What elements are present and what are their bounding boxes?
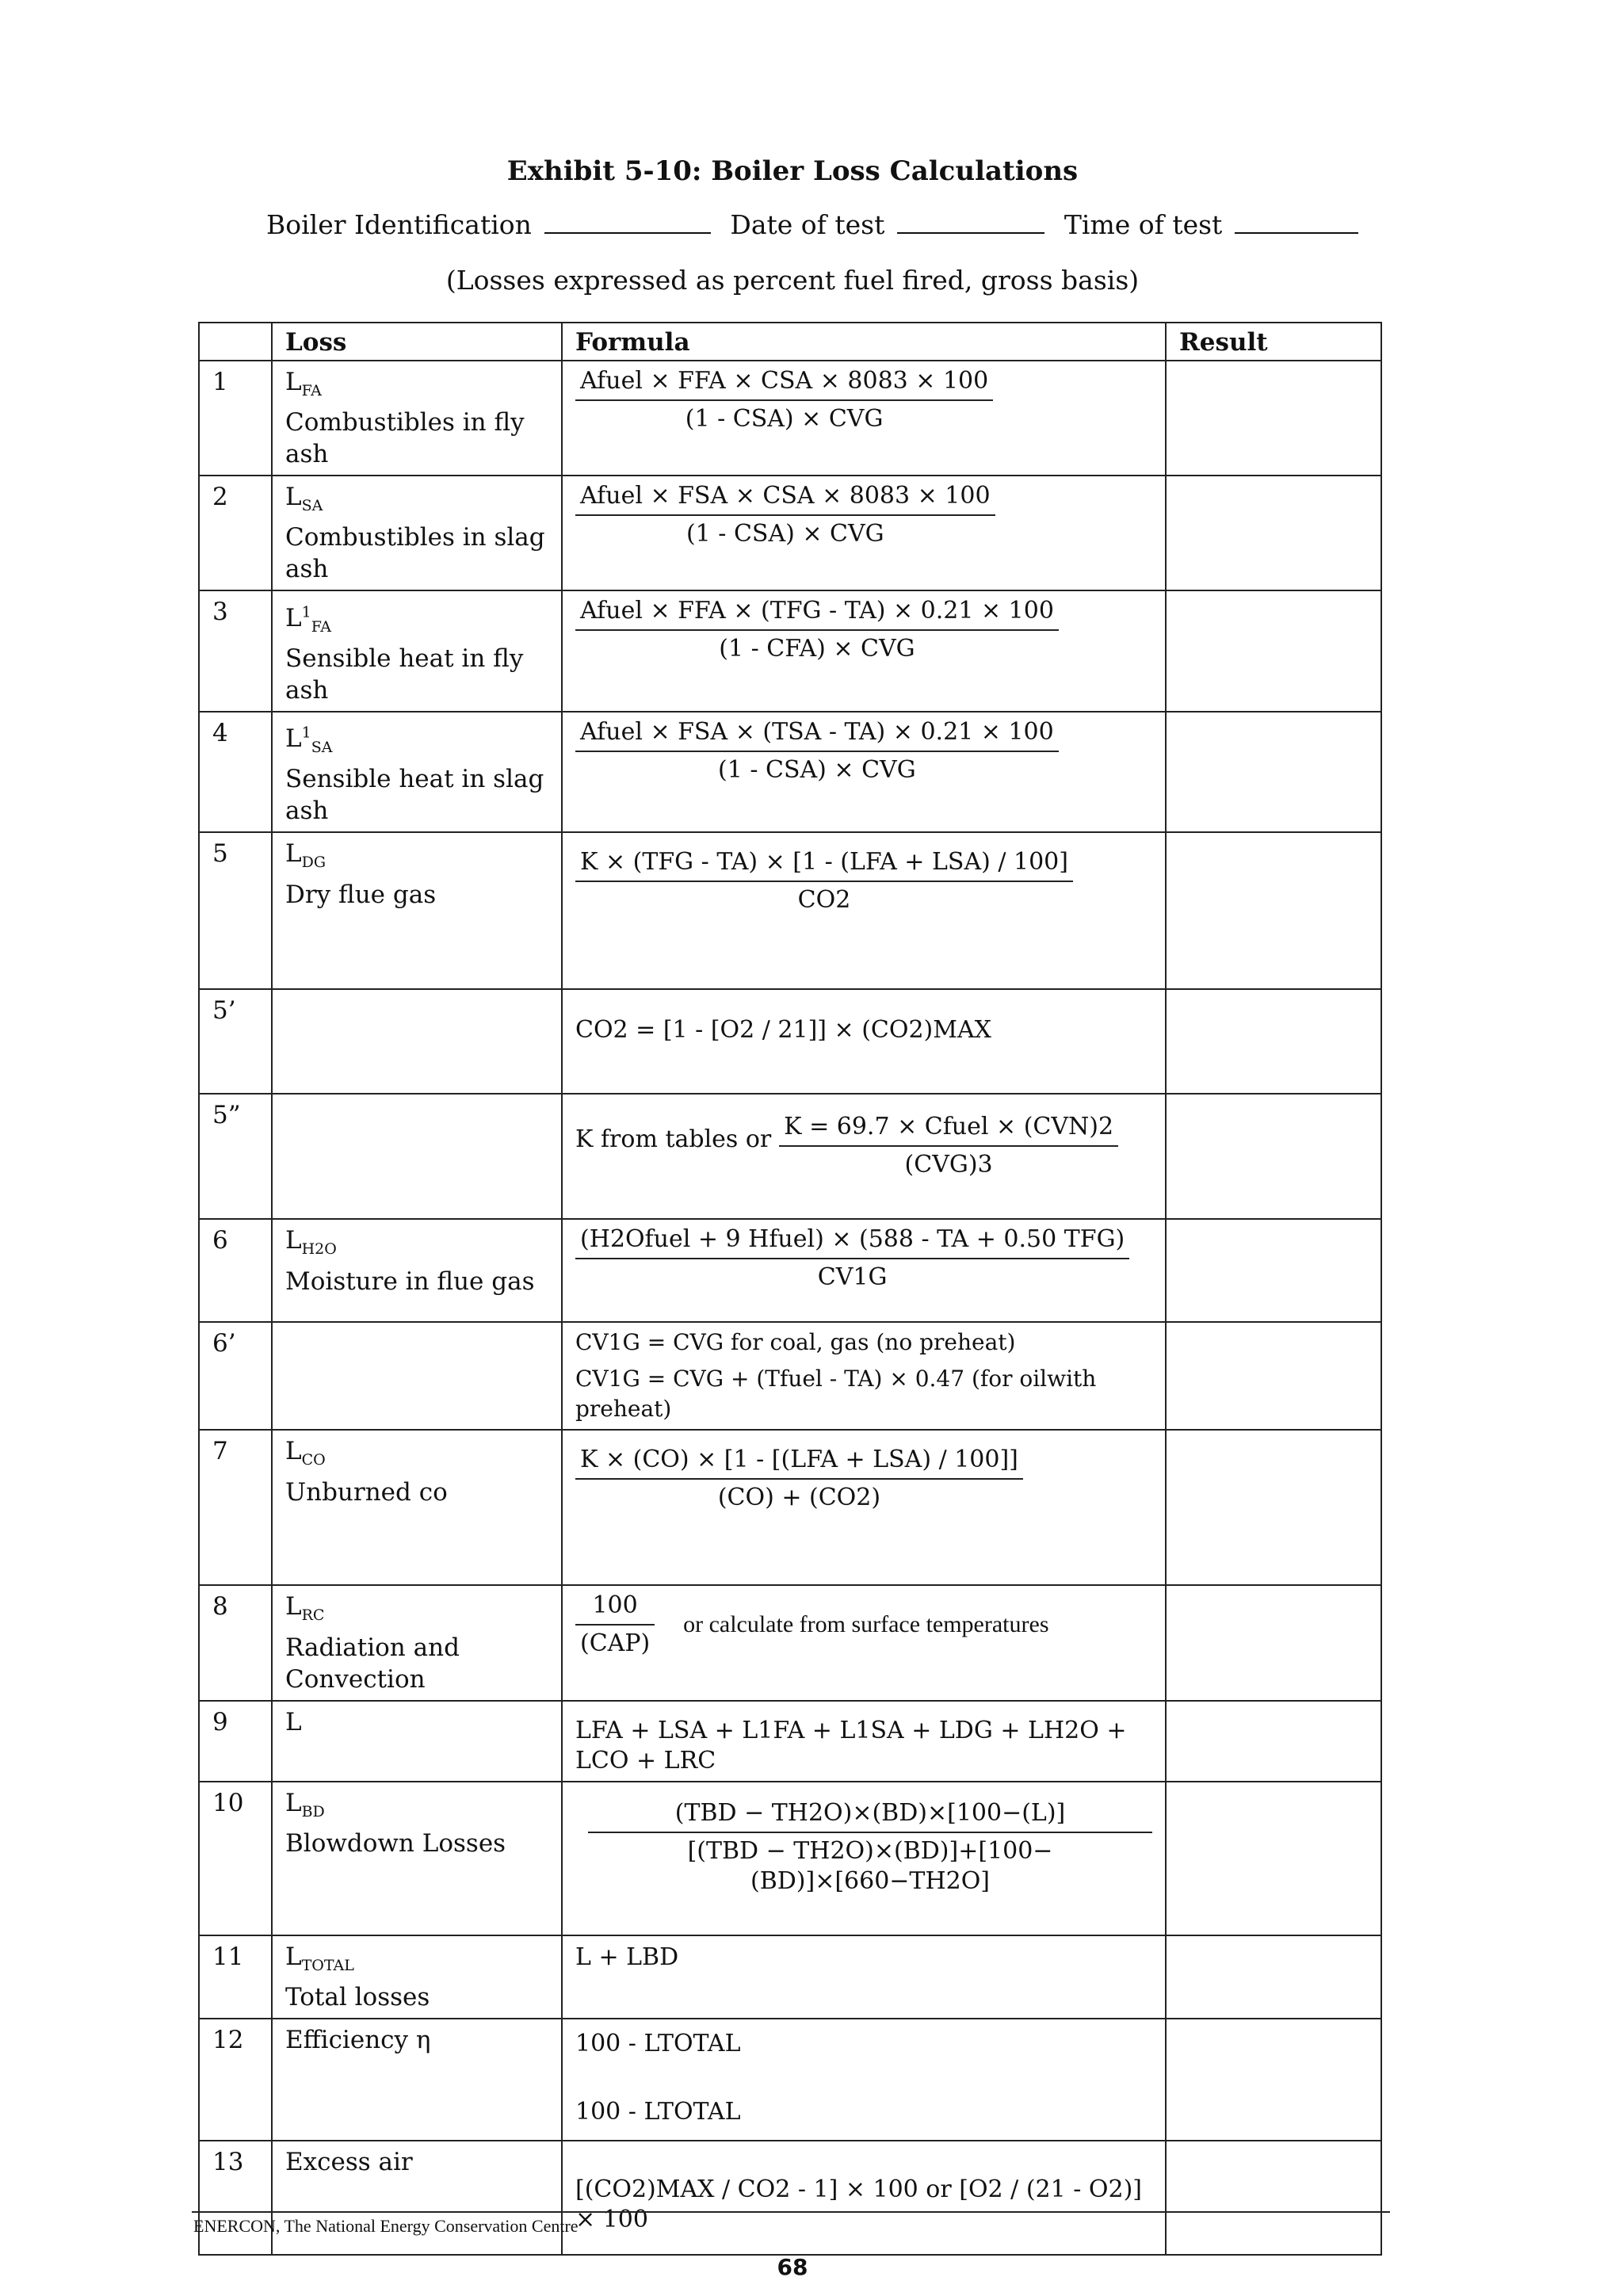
loss-description: Moisture in flue gas bbox=[285, 1266, 535, 1296]
loss-description: Total losses bbox=[285, 1982, 430, 2011]
formula-suffix: or calculate from surface temperatures bbox=[683, 1611, 1049, 1638]
result-cell[interactable] bbox=[1166, 1430, 1381, 1585]
formula-denominator: (1 - CSA) × CVG bbox=[718, 755, 916, 784]
formula-fraction bbox=[575, 366, 993, 434]
formula-fraction bbox=[575, 847, 1073, 915]
formula-denominator: CV1G bbox=[817, 1263, 888, 1292]
header-result: Result bbox=[1166, 323, 1381, 361]
table-row bbox=[199, 361, 1381, 476]
table-row bbox=[199, 1322, 1381, 1430]
loss-description: Blowdown Losses bbox=[285, 1828, 506, 1858]
result-cell[interactable] bbox=[1166, 1094, 1381, 1219]
loss-cell bbox=[272, 1322, 562, 1430]
row-number: 6 bbox=[199, 1219, 272, 1322]
formula-fraction bbox=[575, 1591, 655, 1659]
loss-symbol: L bbox=[285, 1707, 302, 1736]
formula-fraction bbox=[575, 1445, 1023, 1513]
result-cell[interactable] bbox=[1166, 1585, 1381, 1700]
loss-description: Unburned co bbox=[285, 1477, 448, 1507]
formula-prefix: K from tables or bbox=[575, 1125, 772, 1154]
formula-text: LFA + LSA + L1FA + L1SA + LDG + LH2O + LCO + LRC bbox=[575, 1716, 1127, 1775]
loss-cell bbox=[272, 1430, 562, 1585]
loss-cell bbox=[272, 1094, 562, 1219]
formula-fraction bbox=[575, 1224, 1129, 1293]
loss-description: Combustibles in slag ash bbox=[285, 523, 545, 584]
row-number: 9 bbox=[199, 1701, 272, 1782]
loss-symbol: $L_{RC}$ bbox=[285, 1592, 325, 1625]
table-row bbox=[199, 590, 1381, 712]
loss-cell bbox=[272, 712, 562, 833]
loss-cell bbox=[272, 1701, 562, 1782]
formula-line: CV1G = CVG for coal, gas (no preheat) bbox=[575, 1329, 1016, 1356]
formula-fraction bbox=[575, 481, 995, 549]
table-header-row bbox=[199, 323, 1381, 361]
loss-symbol: $L_{SA}$ bbox=[285, 483, 323, 515]
loss-symbol: $L_{DG}$ bbox=[285, 839, 327, 872]
table-row bbox=[199, 1094, 1381, 1219]
table-row bbox=[199, 476, 1381, 590]
row-number: 5’ bbox=[199, 989, 272, 1094]
formula-cell bbox=[562, 1322, 1166, 1430]
row-number: 13 bbox=[199, 2141, 272, 2255]
formula-numerator: Afuel × FFA × (TFG - TA) × 0.21 × 100 bbox=[575, 596, 1059, 631]
loss-symbol: $L_{BD}$ bbox=[285, 1788, 325, 1820]
formula-numerator: Afuel × FFA × CSA × 8083 × 100 bbox=[575, 366, 993, 401]
row-number: 5 bbox=[199, 832, 272, 989]
header-loss: Loss bbox=[272, 323, 562, 361]
loss-symbol: $L_{TOTAL}$ bbox=[285, 1942, 354, 1974]
formula-cell bbox=[562, 1219, 1166, 1322]
row-number: 3 bbox=[199, 590, 272, 712]
formula-fraction bbox=[779, 1112, 1118, 1180]
loss-symbol: Efficiency η bbox=[285, 2025, 431, 2054]
table-row bbox=[199, 2141, 1381, 2255]
loss-cell bbox=[272, 832, 562, 989]
formula-denominator: [(TBD − TH2O)×(BD)]+[100−(BD)]×[660−TH2O] bbox=[687, 1836, 1053, 1895]
loss-cell bbox=[272, 2019, 562, 2141]
formula-cell bbox=[562, 476, 1166, 590]
header-num bbox=[199, 323, 272, 361]
page-subtitle: (Losses expressed as percent fuel fired, gross basis) bbox=[445, 265, 1140, 296]
formula-cell bbox=[562, 1701, 1166, 1782]
formula-numerator: (H2Ofuel + 9 Hfuel) × (588 - TA + 0.50 TFG) bbox=[575, 1224, 1129, 1259]
formula-fraction bbox=[575, 717, 1059, 785]
loss-description: Combustibles in fly ash bbox=[285, 408, 525, 469]
result-cell[interactable] bbox=[1166, 2019, 1381, 2141]
date-label: Date of test bbox=[730, 209, 885, 240]
formula-numerator: (TBD − TH2O)×(BD)×[100−(L)] bbox=[588, 1798, 1152, 1833]
formula-cell bbox=[562, 1782, 1166, 1935]
formula-text: CO2 = [1 - [O2 / 21]] × (CO2)MAX bbox=[575, 1016, 991, 1045]
formula-line: 100 - LTOTAL bbox=[575, 2029, 741, 2057]
row-number: 11 bbox=[199, 1935, 272, 2019]
formula-numerator: K × (CO) × [1 - [(LFA + LSA) / 100]] bbox=[575, 1445, 1023, 1480]
result-cell[interactable] bbox=[1166, 476, 1381, 590]
formula-fraction bbox=[588, 1798, 1152, 1897]
test-info-line bbox=[266, 209, 1369, 240]
loss-symbol: $L_{CO}$ bbox=[285, 1437, 326, 1469]
result-cell[interactable] bbox=[1166, 2141, 1381, 2255]
page-title: Exhibit 5-10: Boiler Loss Calculations bbox=[506, 155, 1079, 187]
formula-cell bbox=[562, 1094, 1166, 1219]
row-number: 10 bbox=[199, 1782, 272, 1935]
table-row bbox=[199, 1585, 1381, 1700]
formula-text: [(CO2)MAX / CO2 - 1] × 100 or [O2 / (21 - O2)] × 100 bbox=[575, 2175, 1142, 2233]
formula-numerator: Afuel × FSA × (TSA - TA) × 0.21 × 100 bbox=[575, 717, 1059, 752]
result-cell[interactable] bbox=[1166, 590, 1381, 712]
result-cell[interactable] bbox=[1166, 1935, 1381, 2019]
formula-numerator: Afuel × FSA × CSA × 8083 × 100 bbox=[575, 481, 995, 516]
loss-symbol: $L^1_{FA}$ bbox=[285, 603, 331, 636]
result-cell[interactable] bbox=[1166, 989, 1381, 1094]
formula-denominator: (1 - CFA) × CVG bbox=[719, 635, 915, 663]
table-row bbox=[199, 712, 1381, 833]
loss-cell bbox=[272, 590, 562, 712]
formula-denominator: (CVG)3 bbox=[904, 1151, 993, 1179]
loss-cell bbox=[272, 1219, 562, 1322]
loss-description: Radiation and Convection bbox=[285, 1633, 460, 1694]
formula-cell bbox=[562, 1430, 1166, 1585]
formula-cell bbox=[562, 989, 1166, 1094]
formula-text: L + LBD bbox=[575, 1943, 679, 1971]
table-row bbox=[199, 2019, 1381, 2141]
formula-numerator: 100 bbox=[575, 1591, 655, 1626]
formula-cell bbox=[562, 590, 1166, 712]
formula-denominator: (CO) + (CO2) bbox=[717, 1484, 881, 1512]
table-row bbox=[199, 1782, 1381, 1935]
loss-symbol: $L_{FA}$ bbox=[285, 368, 322, 400]
row-number: 1 bbox=[199, 361, 272, 476]
result-cell[interactable] bbox=[1166, 1219, 1381, 1322]
formula-cell bbox=[562, 2019, 1166, 2141]
formula-cell bbox=[562, 2141, 1166, 2255]
result-cell[interactable] bbox=[1166, 832, 1381, 989]
loss-cell bbox=[272, 476, 562, 590]
formula-cell bbox=[562, 1585, 1166, 1700]
formula-numerator: K = 69.7 × Cfuel × (CVN)2 bbox=[779, 1112, 1118, 1147]
time-blank[interactable] bbox=[1235, 231, 1358, 234]
formula-fraction bbox=[575, 596, 1059, 664]
loss-cell bbox=[272, 989, 562, 1094]
table-row bbox=[199, 1430, 1381, 1585]
formula-cell bbox=[562, 832, 1166, 989]
result-cell[interactable] bbox=[1166, 1782, 1381, 1935]
formula-denominator: (1 - CSA) × CVG bbox=[685, 405, 884, 433]
loss-symbol: $L_{H2O}$ bbox=[285, 1226, 337, 1259]
row-number: 8 bbox=[199, 1585, 272, 1700]
boiler-loss-table bbox=[198, 322, 1382, 2256]
row-number: 6’ bbox=[199, 1322, 272, 1430]
date-blank[interactable] bbox=[897, 231, 1044, 234]
loss-cell bbox=[272, 2141, 562, 2255]
loss-description: Sensible heat in slag ash bbox=[285, 765, 544, 826]
table-row bbox=[199, 989, 1381, 1094]
loss-cell bbox=[272, 1585, 562, 1700]
boiler-id-blank[interactable] bbox=[544, 231, 711, 234]
formula-denominator: CO2 bbox=[797, 886, 851, 915]
formula-line: CV1G = CVG + (Tfuel - TA) × 0.47 (for oilwith preheat) bbox=[575, 1366, 1097, 1423]
loss-description: Dry flue gas bbox=[285, 880, 437, 909]
row-number: 7 bbox=[199, 1430, 272, 1585]
table-row bbox=[199, 832, 1381, 989]
result-cell[interactable] bbox=[1166, 1322, 1381, 1430]
loss-symbol: $L^1_{SA}$ bbox=[285, 724, 333, 757]
formula-numerator: K × (TFG - TA) × [1 - (LFA + LSA) / 100] bbox=[575, 847, 1073, 882]
row-number: 12 bbox=[199, 2019, 272, 2141]
footer-text: ENERCON, The National Energy Conservation Centre bbox=[193, 2216, 579, 2236]
result-cell[interactable] bbox=[1166, 361, 1381, 476]
result-cell[interactable] bbox=[1166, 1701, 1381, 1782]
table-row bbox=[199, 1935, 1381, 2019]
formula-cell bbox=[562, 361, 1166, 476]
header-formula: Formula bbox=[562, 323, 1166, 361]
table-row bbox=[199, 1701, 1381, 1782]
row-number: 4 bbox=[199, 712, 272, 833]
loss-description: Sensible heat in fly ash bbox=[285, 644, 524, 705]
row-number: 2 bbox=[199, 476, 272, 590]
loss-cell bbox=[272, 1935, 562, 2019]
time-label: Time of test bbox=[1064, 209, 1223, 240]
formula-denominator: (CAP) bbox=[580, 1629, 651, 1658]
page-number: 68 bbox=[777, 2254, 808, 2280]
table-row bbox=[199, 1219, 1381, 1322]
formula-line: 100 - LTOTAL bbox=[575, 2097, 741, 2126]
loss-cell bbox=[272, 361, 562, 476]
formula-cell bbox=[562, 712, 1166, 833]
result-cell[interactable] bbox=[1166, 712, 1381, 833]
loss-cell bbox=[272, 1782, 562, 1935]
boiler-id-label: Boiler Identification bbox=[266, 209, 532, 240]
formula-denominator: (1 - CSA) × CVG bbox=[685, 520, 884, 548]
formula-cell bbox=[562, 1935, 1166, 2019]
row-number: 5” bbox=[199, 1094, 272, 1219]
footer-divider bbox=[192, 2211, 1390, 2213]
loss-symbol: Excess air bbox=[285, 2147, 413, 2176]
